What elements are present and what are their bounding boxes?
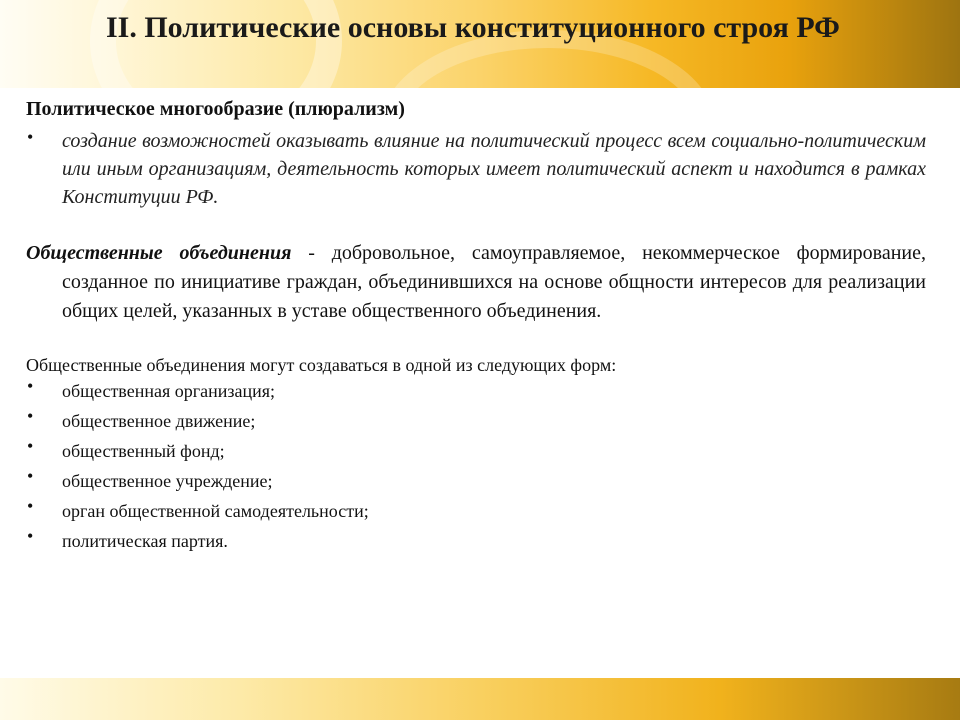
header-banner [0, 0, 960, 88]
bullet-icon: • [27, 376, 34, 396]
list-item [26, 496, 926, 522]
bullet-icon: • [27, 406, 34, 426]
bullet-icon: • [27, 466, 34, 486]
pluralism-text: создание возможностей оказывать влияние на политический процесс всем социально-политическим или иным организациям, деятельность которых имеет политический аспект и находится в рамках Конституции РФ. [62, 130, 926, 208]
list-item [26, 526, 926, 552]
form-item-text: общественное движение; [62, 411, 256, 431]
form-item-text: орган общественной самодеятельности; [62, 501, 369, 521]
footer-banner [0, 678, 960, 720]
forms-list [26, 376, 926, 552]
definition-paragraph [26, 239, 926, 326]
slide-title: II. Политические основы конституционного строя РФ [106, 11, 840, 44]
list-item [26, 406, 926, 432]
form-item-text: общественное учреждение; [62, 471, 273, 491]
slide-content [26, 98, 926, 560]
form-item-text: общественный фонд; [62, 441, 225, 461]
definition-term: Общественные объединения [26, 242, 292, 264]
bullet-icon: • [27, 436, 34, 456]
section-subtitle: Политическое многообразие (плюрализм) [26, 98, 405, 120]
bullet-icon: • [27, 127, 34, 147]
list-item [26, 466, 926, 492]
form-item-text: политическая партия. [62, 531, 228, 551]
bullet-icon: • [27, 526, 34, 546]
form-item-text: общественная организация; [62, 381, 276, 401]
bullet-icon: • [27, 496, 34, 516]
list-item [26, 376, 926, 402]
list-item [26, 436, 926, 462]
forms-intro: Общественные объединения могут создаваться в одной из следующих форм: [26, 355, 617, 375]
definition-text: - добровольное, самоуправляемое, некоммерческое формирование, созданное по инициативе граждан, объединившихся на основе общности интересов для реализации общих целей, указанных в уставе общественного объединения. [62, 242, 926, 322]
pluralism-bullet [26, 127, 926, 211]
